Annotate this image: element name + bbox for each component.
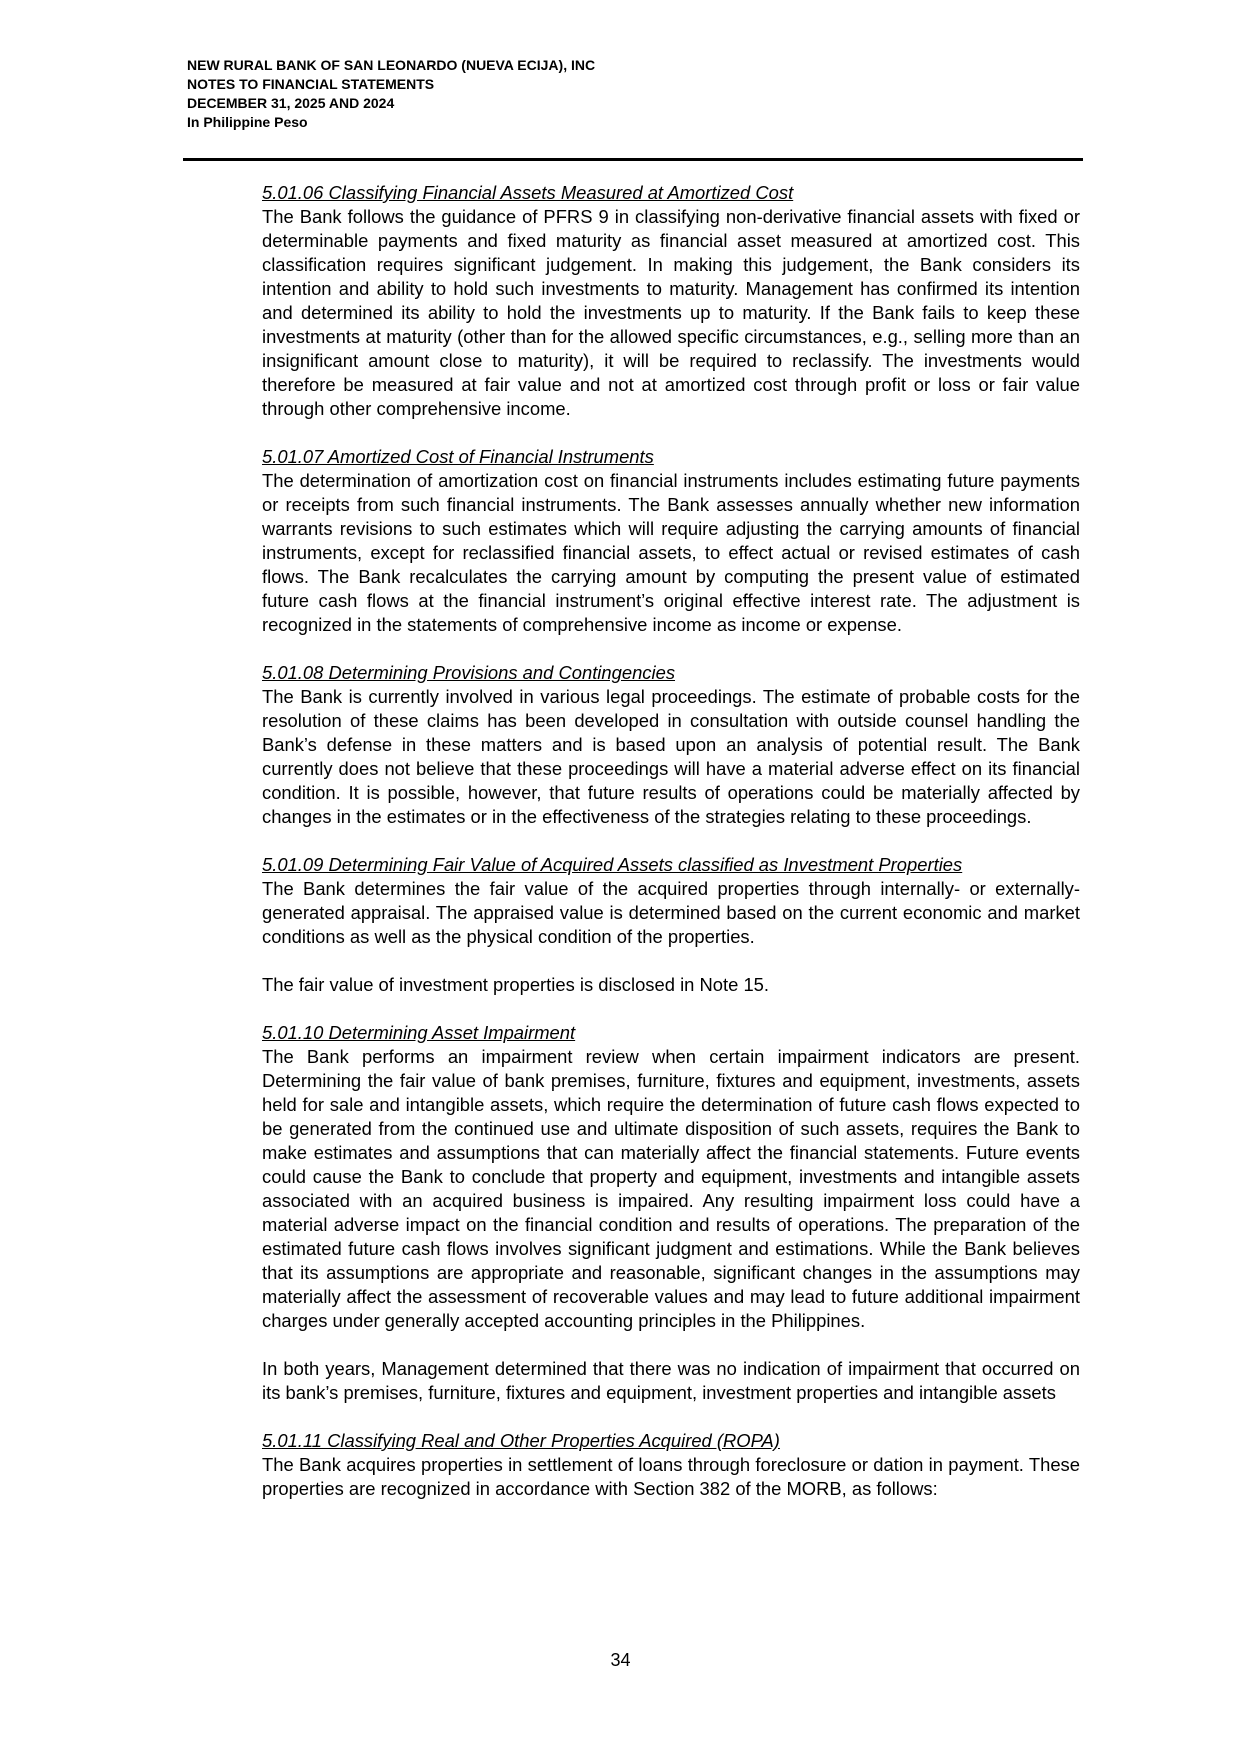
- document-header: [187, 56, 1087, 132]
- statement-date: DECEMBER 31, 2025 AND 2024: [187, 95, 395, 111]
- note-section-5-01-10: [262, 1021, 1080, 1405]
- section-heading: 5.01.11 Classifying Real and Other Properties Acquired (ROPA): [262, 1430, 780, 1451]
- section-paragraph: In both years, Management determined that there was no indication of impairment that occurred on its bank’s premises, furniture, fixtures and equipment, investment properties and intangible assets: [262, 1358, 1080, 1403]
- section-heading: 5.01.07 Amortized Cost of Financial Instruments: [262, 446, 654, 467]
- section-paragraph: The determination of amortization cost on financial instruments includes estimating future payments or receipts from such financial instruments. The Bank assesses annually whether new information warrants revisions to such estimates which will require adjusting the carrying amounts of financial instruments, except for reclassified financial assets, to effect actual or revised estimates of cash flows. The Bank recalculates the carrying amount by computing the present value of estimated future cash flows at the financial instrument’s original effective interest rate. The adjustment is recognized in the statements of comprehensive income as income or expense.: [262, 470, 1080, 635]
- section-heading: 5.01.09 Determining Fair Value of Acquired Assets classified as Investment Properties: [262, 854, 963, 875]
- page-number: 34: [610, 1650, 631, 1670]
- section-paragraph: The fair value of investment properties is disclosed in Note 15.: [262, 974, 770, 995]
- section-paragraph: The Bank performs an impairment review when certain impairment indicators are present. Determining the fair value of bank premises, furniture, fixtures and equipment, investments, assets held for sale and intangible assets, which require the determination of future cash flows expected to be generated from the continued use and ultimate disposition of such assets, requires the Bank to make estimates and assumptions that can materially affect the financial statements. Future events could cause the Bank to conclude that property and equipment, investments and intangible assets associated with an acquired business is impaired. Any resulting impairment loss could have a material adverse impact on the financial condition and results of operations. The preparation of the estimated future cash flows involves significant judgment and estimations. While the Bank believes that its assumptions are appropriate and reasonable, significant changes in the assumptions may materially affect the assessment of recoverable values and may lead to future additional impairment charges under generally accepted accounting principles in the Philippines.: [262, 1046, 1080, 1331]
- section-paragraph: The Bank acquires properties in settlement of loans through foreclosure or dation in payment. These properties are recognized in accordance with Section 382 of the MORB, as follows:: [262, 1454, 1080, 1499]
- currency-note: In Philippine Peso: [187, 114, 308, 130]
- statement-title: NOTES TO FINANCIAL STATEMENTS: [187, 76, 435, 92]
- note-section-5-01-08: [262, 661, 1080, 829]
- section-heading: 5.01.08 Determining Provisions and Contingencies: [262, 662, 676, 683]
- section-paragraph: The Bank is currently involved in various legal proceedings. The estimate of probable costs for the resolution of these claims has been developed in consultation with outside counsel handling the Bank’s defense in these matters and is based upon an analysis of potential result. The Bank currently does not believe that these proceedings will have a material adverse effect on its financial condition. It is possible, however, that future results of operations could be materially affected by changes in the estimates or in the effectiveness of the strategies relating to these proceedings.: [262, 686, 1080, 827]
- notes-body: [262, 181, 1080, 1525]
- section-heading: 5.01.10 Determining Asset Impairment: [262, 1022, 576, 1043]
- section-heading: 5.01.06 Classifying Financial Assets Measured at Amortized Cost: [262, 182, 794, 203]
- note-section-5-01-06: [262, 181, 1080, 421]
- bank-name: NEW RURAL BANK OF SAN LEONARDO (NUEVA ECIJA), INC: [187, 57, 596, 73]
- note-section-5-01-09: [262, 853, 1080, 997]
- section-paragraph: The Bank determines the fair value of the acquired properties through internally- or externally-generated appraisal. The appraised value is determined based on the current economic and market conditions as well as the physical condition of the properties.: [262, 878, 1080, 947]
- note-section-5-01-07: [262, 445, 1080, 637]
- section-paragraph: The Bank follows the guidance of PFRS 9 in classifying non-derivative financial assets with fixed or determinable payments and fixed maturity as financial asset measured at amortized cost. This classification requires significant judgement. In making this judgement, the Bank considers its intention and ability to hold such investments to maturity. Management has confirmed its intention and determined its ability to hold the investments up to maturity. If the Bank fails to keep these investments at maturity (other than for the allowed specific circumstances, e.g., selling more than an insignificant amount close to maturity), it will be required to reclassify. The investments would therefore be measured at fair value and not at amortized cost through profit or loss or fair value through other comprehensive income.: [262, 206, 1080, 419]
- note-section-5-01-11: [262, 1429, 1080, 1501]
- header-divider: [183, 158, 1083, 161]
